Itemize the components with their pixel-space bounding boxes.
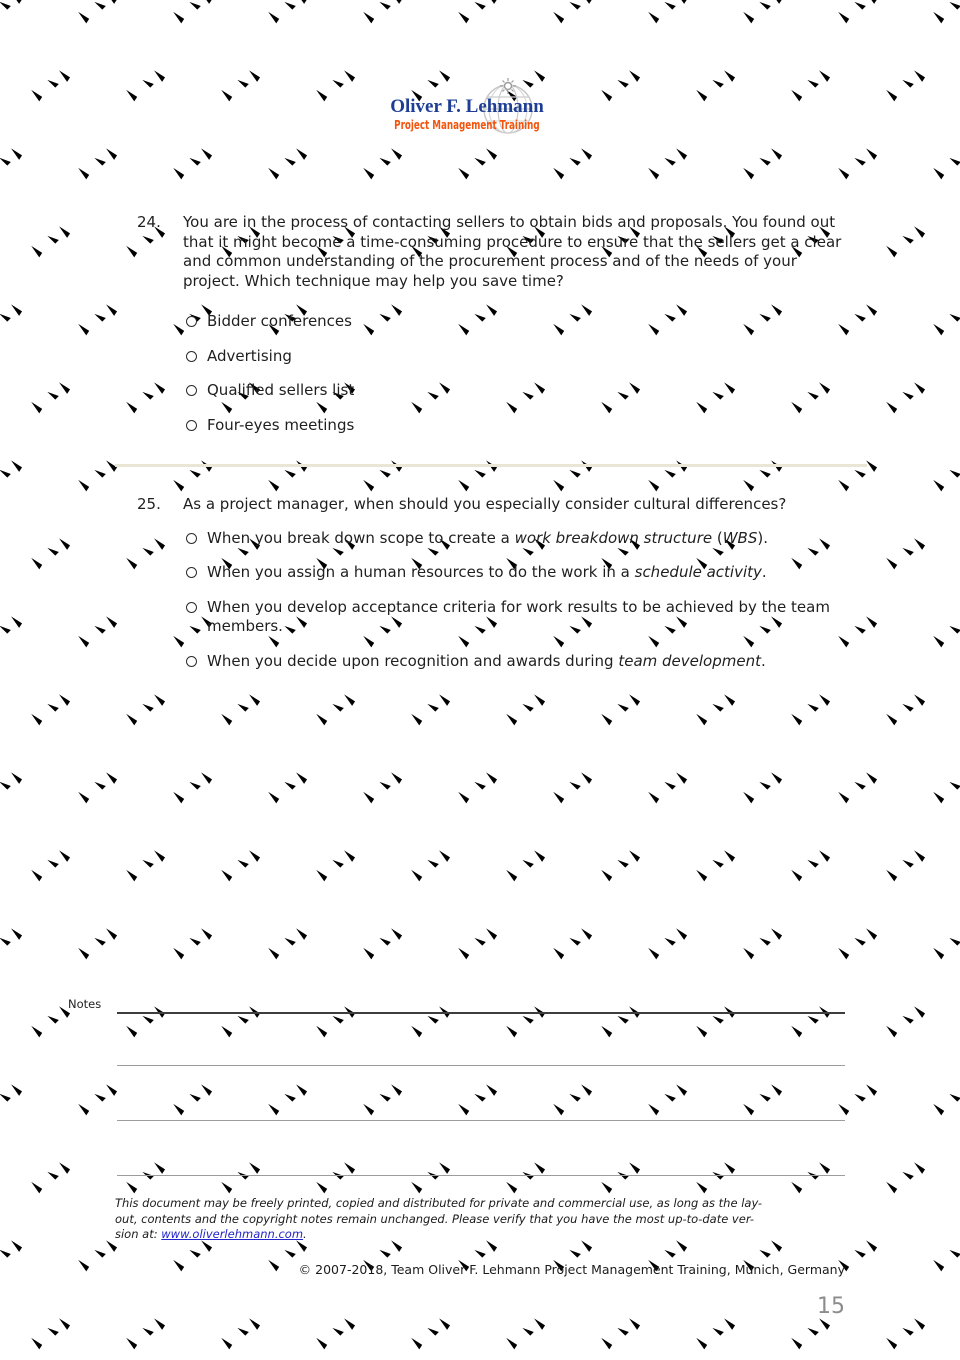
answer-option <box>183 416 849 436</box>
question-text: As a project manager, when should you especially consider cultural differences? <box>183 495 787 513</box>
question-block-24 <box>137 213 849 450</box>
answer-option <box>183 347 849 367</box>
options-list <box>183 312 849 435</box>
radio-button-icon[interactable] <box>186 316 197 327</box>
section-divider <box>115 464 867 467</box>
page-number: 15 <box>817 1294 845 1319</box>
option-label: Qualified sellers list <box>207 381 355 399</box>
question-text: You are in the process of contacting sellers to obtain bids and proposals. You found out that it might become a time-consuming procedure to ensure that the sellers get a clear and common understanding of the procurement process and of the needs of your project. Which technique may help you save time? <box>183 213 842 290</box>
radio-button-icon[interactable] <box>186 533 197 544</box>
option-label: When you develop acceptance criteria for work results to be achieved by the team members. <box>207 597 830 635</box>
question-number: 25. <box>137 495 161 513</box>
option-label: When you decide upon recognition and awards during team development. <box>207 651 766 670</box>
answer-option <box>183 312 849 332</box>
option-label: Bidder conferences <box>207 312 352 330</box>
logo-subtitle: Project Management Training <box>394 117 540 132</box>
notes-line <box>117 1065 845 1066</box>
notes-line <box>117 1175 845 1176</box>
website-link[interactable]: www.oliverlehmann.com <box>161 1227 304 1242</box>
option-label: When you break down scope to create a work breakdown structure (WBS). <box>207 528 768 547</box>
license-line-3-suffix: . <box>303 1227 307 1242</box>
license-line-3-prefix: sion at: <box>115 1227 162 1242</box>
radio-button-icon[interactable] <box>186 656 197 667</box>
copyright-line: © 2007-2018, Team Oliver F. Lehmann Project Management Training, Munich, Germany <box>298 1262 845 1277</box>
options-list <box>183 529 849 672</box>
notes-label: Notes <box>68 997 102 1011</box>
answer-option <box>183 598 849 637</box>
option-label: Four-eyes meetings <box>207 415 355 434</box>
radio-button-icon[interactable] <box>186 385 197 396</box>
license-note <box>115 1196 850 1243</box>
question-block-25 <box>137 495 849 686</box>
answer-option <box>183 529 849 549</box>
option-label: When you assign a human resources to do the work in a schedule activity. <box>207 563 767 581</box>
license-line-2: out, contents and the copyright notes remain unchanged. Please verify that you have the most up-to-date ver- <box>115 1211 755 1226</box>
answer-option <box>183 381 849 401</box>
answer-option <box>183 652 849 672</box>
license-line-1: This document may be freely printed, copied and distributed for private and commercial use, as long as the lay- <box>115 1196 762 1210</box>
logo <box>300 96 634 131</box>
radio-button-icon[interactable] <box>186 420 197 431</box>
notes-line <box>117 1120 845 1121</box>
option-label: Advertising <box>207 346 292 365</box>
question-number: 24. <box>137 213 161 231</box>
logo-title: Oliver F. Lehmann <box>390 96 544 117</box>
answer-option <box>183 563 849 583</box>
radio-button-icon[interactable] <box>186 567 197 578</box>
radio-button-icon[interactable] <box>186 351 197 362</box>
radio-button-icon[interactable] <box>186 602 197 613</box>
notes-rule-dark <box>117 1012 845 1014</box>
